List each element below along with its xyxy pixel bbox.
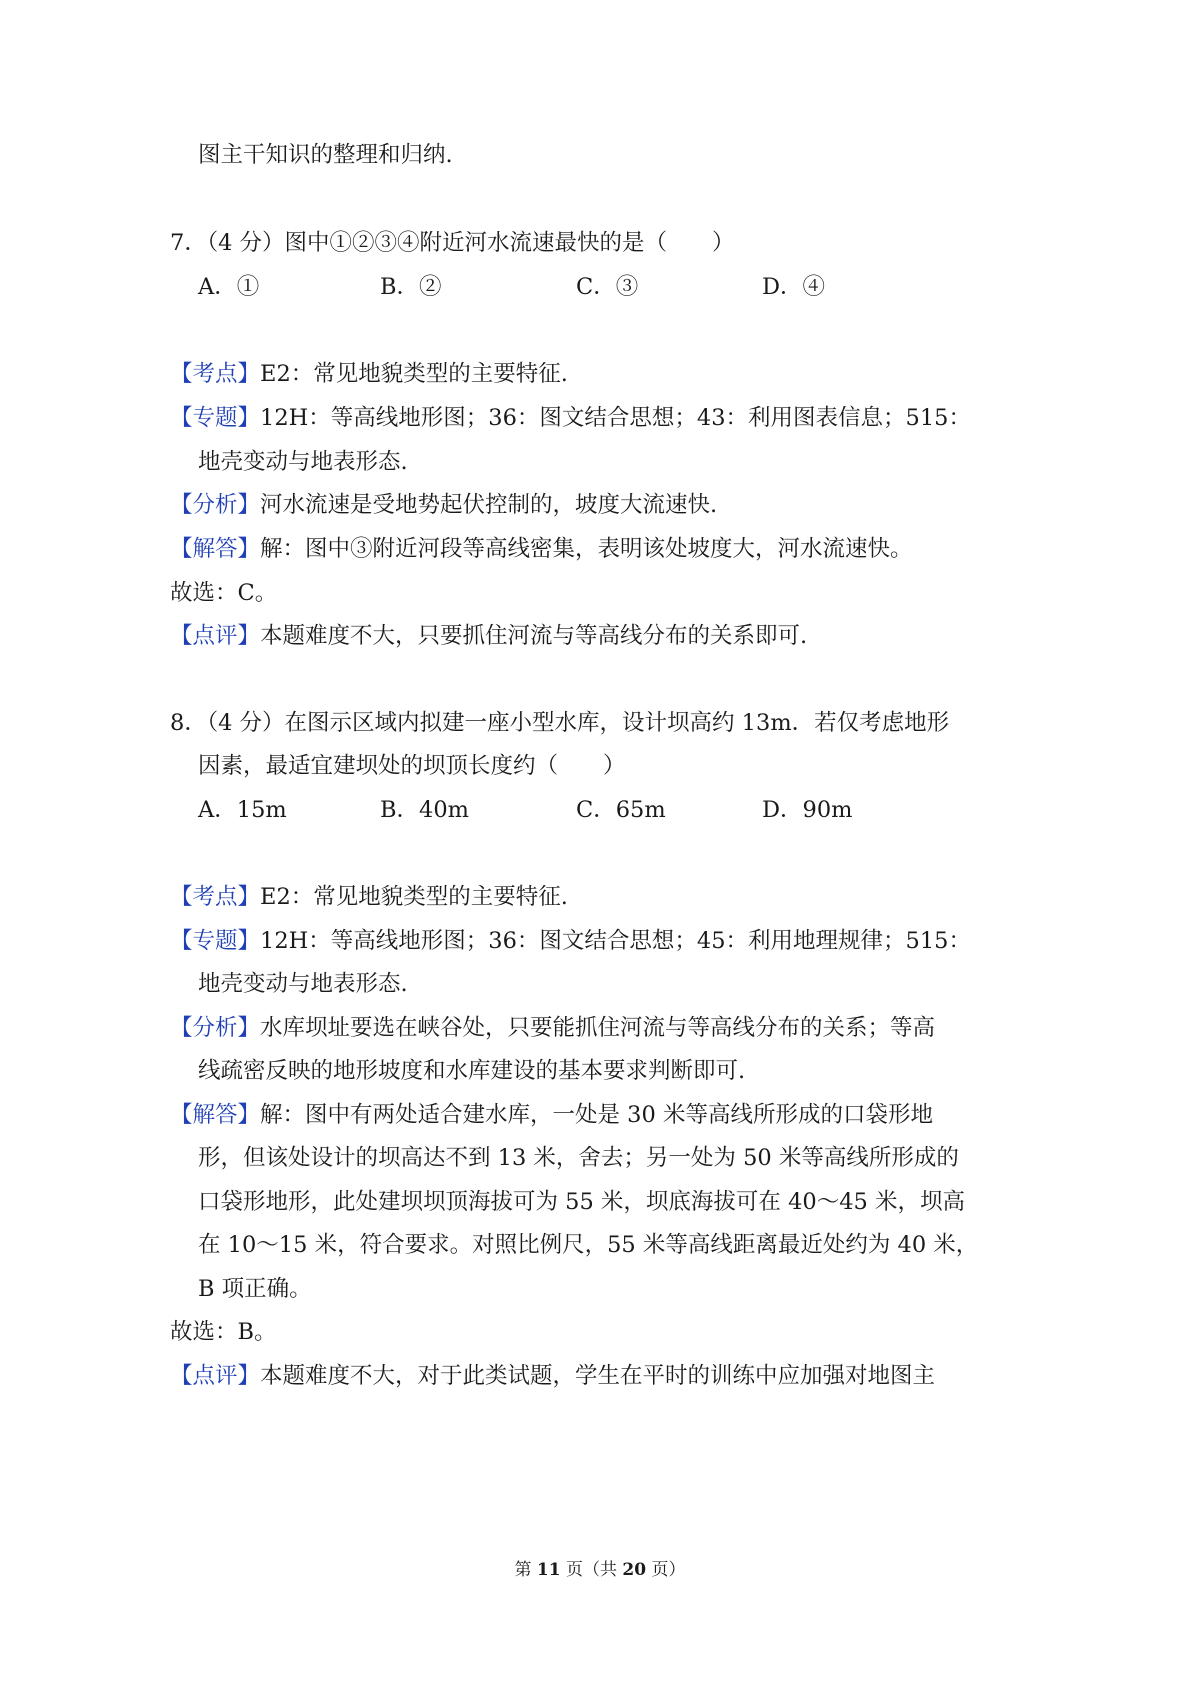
- page-footer: [0, 1558, 1200, 1582]
- q8-fenxi-text: 水库坝址要选在峡谷处，只要能抓住河流与等高线分布的关系；等高: [260, 1015, 936, 1041]
- q7-dianping-row: [170, 621, 807, 651]
- jieda-tag: 【解答】: [170, 1102, 261, 1128]
- q8-option-c: C．65m: [576, 797, 666, 823]
- q8-jieda-text-3: 口袋形地形，此处建坝坝顶海拔可为 55 米，坝底海拔可在 40～45 米，坝高: [198, 1189, 966, 1215]
- q7-option-c: C．③: [576, 274, 639, 300]
- q7-option-b: B．②: [380, 274, 442, 300]
- q8-fenxi-row: [170, 1013, 935, 1043]
- q8-zhuanti-text: 12H：等高线地形图；36：图文结合思想；45：利用地理规律；515：: [260, 928, 971, 954]
- fenxi-tag: 【分析】: [170, 1015, 261, 1041]
- jieda-tag: 【解答】: [170, 536, 261, 562]
- q8-jieda-text: 解：图中有两处适合建水库，一处是 30 米等高线所形成的口袋形地: [260, 1102, 933, 1128]
- q8-stem-1: 8．（4 分）在图示区域内拟建一座小型水库，设计坝高约 13m．若仅考虑地形: [170, 710, 950, 736]
- q7-jieda-text: 解：图中③附近河段等高线密集，表明该处坡度大，河水流速快。: [260, 536, 913, 562]
- q7-option-d: D．④: [762, 274, 826, 300]
- q8-kaodian-row: [170, 882, 568, 912]
- q7-kaodian-text: E2：常见地貌类型的主要特征.: [260, 361, 568, 387]
- q7-zhuanti-text-2: 地壳变动与地表形态.: [198, 449, 408, 475]
- fenxi-tag: 【分析】: [170, 492, 261, 518]
- q8-zhuanti-text-2: 地壳变动与地表形态.: [198, 971, 408, 997]
- q7-zhuanti-text: 12H：等高线地形图；36：图文结合思想；43：利用图表信息；515：: [260, 405, 971, 431]
- kaodian-tag: 【考点】: [170, 361, 261, 387]
- dianping-tag: 【点评】: [170, 1363, 261, 1389]
- dianping-tag: 【点评】: [170, 623, 261, 649]
- q7-fenxi-row: [170, 490, 717, 520]
- zhuanti-tag: 【专题】: [170, 928, 261, 954]
- q7-stem: 7．（4 分）图中①②③④附近河水流速最快的是（ ）: [170, 230, 735, 256]
- q7-fenxi-text: 河水流速是受地势起伏控制的，坡度大流速快.: [260, 492, 718, 518]
- q8-zhuanti-row: [170, 926, 971, 956]
- footer-suffix: 页）: [651, 1560, 686, 1580]
- footer-total-pages: 20: [622, 1560, 647, 1580]
- q7-answer: 故选：C。: [170, 580, 278, 606]
- q8-stem-2: 因素，最适宜建坝处的坝顶长度约（ ）: [198, 753, 626, 779]
- q7-option-a: A．①: [198, 274, 260, 300]
- q8-jieda-row: [170, 1100, 933, 1130]
- q8-jieda-text-2: 形，但该处设计的坝高达不到 13 米，舍去；另一处为 50 米等高线所形成的: [198, 1145, 959, 1171]
- q7-dianping-text: 本题难度不大，只要抓住河流与等高线分布的关系即可.: [260, 623, 808, 649]
- intro-tail-text: 图主干知识的整理和归纳.: [198, 142, 453, 168]
- q8-dianping-row: [170, 1361, 935, 1391]
- q7-zhuanti-row: [170, 403, 971, 433]
- q8-jieda-text-5: B 项正确。: [198, 1276, 312, 1302]
- kaodian-tag: 【考点】: [170, 884, 261, 910]
- q8-jieda-text-4: 在 10～15 米，符合要求。对照比例尺，55 米等高线距离最近处约为 40 米，: [198, 1232, 979, 1258]
- footer-mid: 页（共: [566, 1560, 617, 1580]
- q8-option-d: D．90m: [762, 797, 853, 823]
- q7-jieda-row: [170, 534, 913, 564]
- footer-prefix: 第: [514, 1560, 532, 1580]
- q8-option-b: B．40m: [380, 797, 470, 823]
- q8-answer: 故选：B。: [170, 1319, 277, 1345]
- q8-fenxi-text-2: 线疏密反映的地形坡度和水库建设的基本要求判断即可.: [198, 1058, 746, 1084]
- q8-kaodian-text: E2：常见地貌类型的主要特征.: [260, 884, 568, 910]
- q8-option-a: A．15m: [198, 797, 287, 823]
- zhuanti-tag: 【专题】: [170, 405, 261, 431]
- q8-dianping-text: 本题难度不大，对于此类试题，学生在平时的训练中应加强对地图主: [260, 1363, 936, 1389]
- q7-kaodian-row: [170, 359, 568, 389]
- footer-page-number: 11: [536, 1560, 561, 1580]
